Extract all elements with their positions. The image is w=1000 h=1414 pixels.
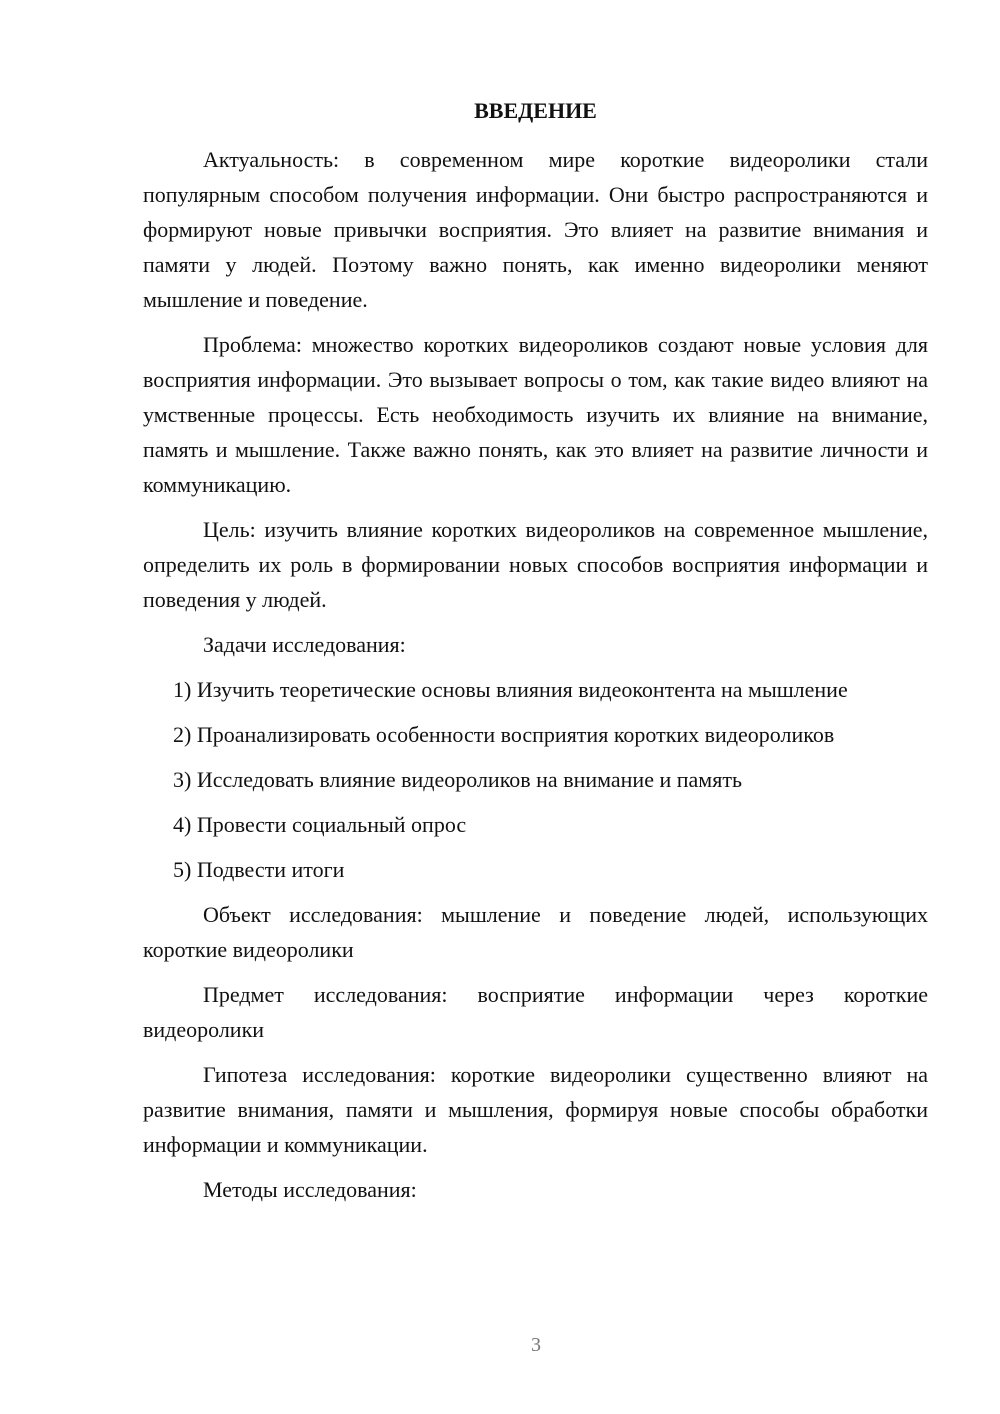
task-item: 2) Проанализировать особенности восприятия коротких видеороликов bbox=[173, 722, 835, 747]
paragraph-hypothesis: Гипотеза исследования: короткие видеоролики существенно влияют на развитие внимания, памяти и мышления, формируя новые способы обработки информации и коммуникации. bbox=[143, 1062, 928, 1157]
paragraph-subject: Предмет исследования: восприятие информации через короткие видеоролики bbox=[143, 982, 928, 1042]
paragraph-tasks-heading: Задачи исследования: bbox=[203, 632, 406, 657]
task-item: 4) Провести социальный опрос bbox=[173, 812, 467, 837]
paragraph-goal: Цель: изучить влияние коротких видеороликов на современное мышление, определить их роль в формировании новых способов восприятия информации и поведения у людей. bbox=[143, 517, 928, 612]
page-number: 3 bbox=[531, 1334, 541, 1356]
document-page bbox=[143, 96, 928, 1217]
section-title: ВВЕДЕНИЕ bbox=[474, 98, 597, 123]
task-item: 3) Исследовать влияние видеороликов на внимание и память bbox=[173, 767, 742, 792]
paragraph-methods-heading: Методы исследования: bbox=[203, 1177, 417, 1202]
paragraph-relevance: Актуальность: в современном мире короткие видеоролики стали популярным способом получения информации. Они быстро распространяются и формируют новые привычки восприятия. Это влияет на развитие внимания и памяти у людей. Поэтому важно понять, как именно видеоролики меняют мышление и поведение. bbox=[143, 147, 928, 312]
task-item: 5) Подвести итоги bbox=[173, 857, 345, 882]
paragraph-problem: Проблема: множество коротких видеороликов создают новые условия для восприятия информации. Это вызывает вопросы о том, как такие видео влияют на умственные процессы. Есть необходимость изучить их влияние на внимание, память и мышление. Также важно понять, как это влияет на развитие личности и коммуникацию. bbox=[143, 332, 928, 497]
task-item: 1) Изучить теоретические основы влияния видеоконтента на мышление bbox=[173, 677, 848, 702]
paragraph-object: Объект исследования: мышление и поведение людей, использующих короткие видеоролики bbox=[143, 902, 928, 962]
